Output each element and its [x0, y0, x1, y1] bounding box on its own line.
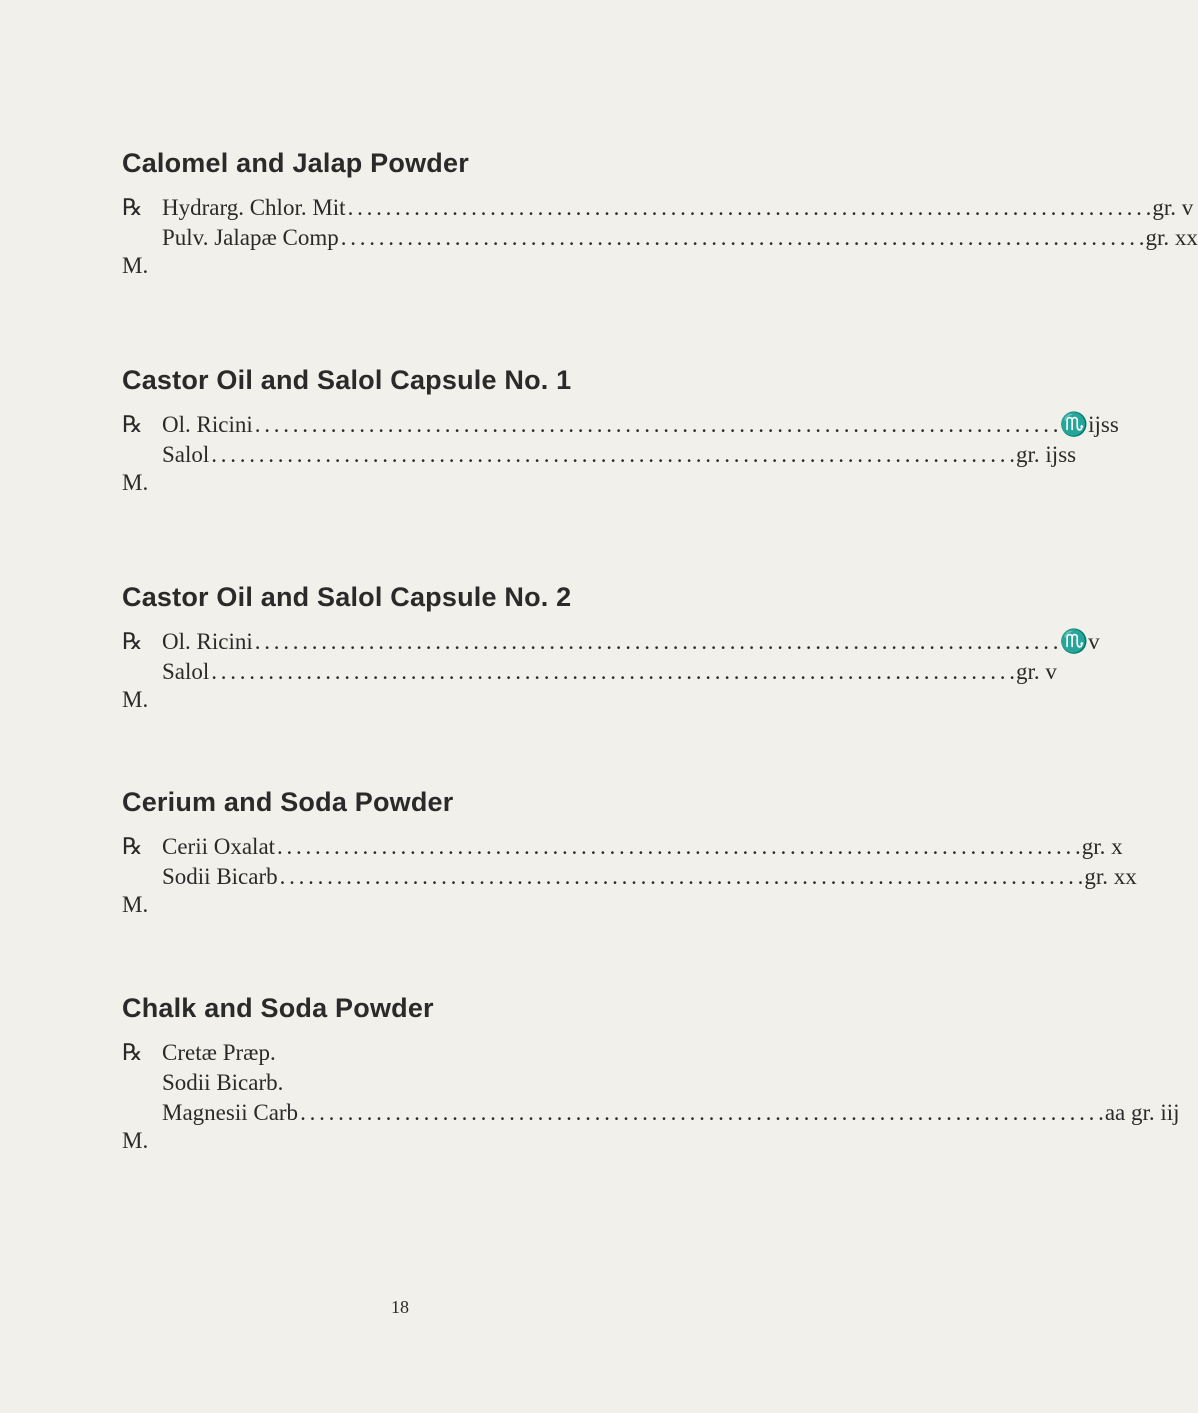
- leader-dots: [341, 223, 1144, 253]
- ingredient-dose: ♏v: [1059, 629, 1100, 654]
- rx-symbol: ℞: [122, 629, 143, 654]
- ingredient-line: [122, 627, 1100, 657]
- mix-label: M.: [122, 253, 149, 278]
- ingredient-line: [122, 657, 1057, 687]
- leader-dots: [211, 657, 1014, 687]
- recipe-title: Castor Oil and Salol Capsule No. 2: [122, 582, 572, 612]
- ingredient-name: Cretæ Præp.: [162, 1040, 276, 1065]
- ingredient-dose: gr. xx: [1084, 864, 1137, 889]
- leader-dots: [280, 862, 1083, 892]
- leader-dots: [277, 832, 1080, 862]
- ingredient-name: Ol. Ricini: [162, 629, 253, 654]
- recipe-castor-salol-1: [122, 365, 1119, 496]
- ingredient-name: Cerii Oxalat: [162, 834, 276, 859]
- recipe-title: Cerium and Soda Powder: [122, 787, 454, 817]
- ingredient-line: [122, 1098, 1180, 1128]
- ingredient-dose: gr. ijss: [1016, 442, 1077, 467]
- ingredient-line: [122, 1038, 768, 1068]
- recipe-chalk-soda: [122, 993, 1180, 1154]
- ingredient-dose: gr. v: [1152, 195, 1194, 220]
- leader-dots: [255, 410, 1058, 440]
- ingredient-name: Salol: [162, 659, 210, 684]
- mix-label: M.: [122, 1128, 149, 1153]
- recipe-title: Castor Oil and Salol Capsule No. 1: [122, 365, 572, 395]
- ingredient-dose: gr. x: [1081, 834, 1123, 859]
- ingredient-dose: gr. v: [1016, 659, 1057, 684]
- ingredient-name: Salol: [162, 442, 210, 467]
- ingredient-line: [122, 440, 1077, 470]
- mix-label: M.: [122, 892, 149, 917]
- ingredient-line: [122, 1068, 768, 1098]
- rx-symbol: ℞: [122, 1040, 143, 1065]
- recipe-cerium-soda: [122, 787, 1137, 918]
- recipe-castor-salol-2: [122, 582, 1100, 713]
- ingredient-name: Pulv. Jalapæ Comp: [162, 225, 339, 250]
- leader-dots: [348, 193, 1151, 223]
- ingredient-name: Sodii Bicarb: [162, 864, 278, 889]
- ingredient-name: Sodii Bicarb.: [162, 1070, 284, 1095]
- recipe-title: Chalk and Soda Powder: [122, 993, 434, 1023]
- ingredient-line: [122, 223, 1198, 253]
- ingredient-line: [122, 862, 1137, 892]
- ingredient-dose: aa gr. iij: [1104, 1100, 1180, 1125]
- ingredient-name: Magnesii Carb: [162, 1100, 299, 1125]
- ingredient-dose: gr. xx: [1145, 225, 1198, 250]
- ingredient-line: [122, 832, 1123, 862]
- ingredient-dose: ♏ijss: [1059, 412, 1119, 437]
- recipe-title: Calomel and Jalap Powder: [122, 148, 469, 178]
- ingredient-name: Hydrarg. Chlor. Mit: [162, 195, 346, 220]
- rx-symbol: ℞: [122, 834, 143, 859]
- leader-dots: [211, 440, 1014, 470]
- ingredient-name: Ol. Ricini: [162, 412, 253, 437]
- ingredient-line: [122, 193, 1194, 223]
- ingredient-line: [122, 410, 1119, 440]
- leader-dots: [300, 1098, 1103, 1128]
- rx-symbol: ℞: [122, 412, 143, 437]
- recipe-calomel-jalap: [122, 148, 1198, 279]
- leader-dots: [255, 627, 1058, 657]
- page-number: 18: [391, 1297, 409, 1317]
- mix-label: M.: [122, 470, 149, 495]
- rx-symbol: ℞: [122, 195, 143, 220]
- mix-label: M.: [122, 687, 149, 712]
